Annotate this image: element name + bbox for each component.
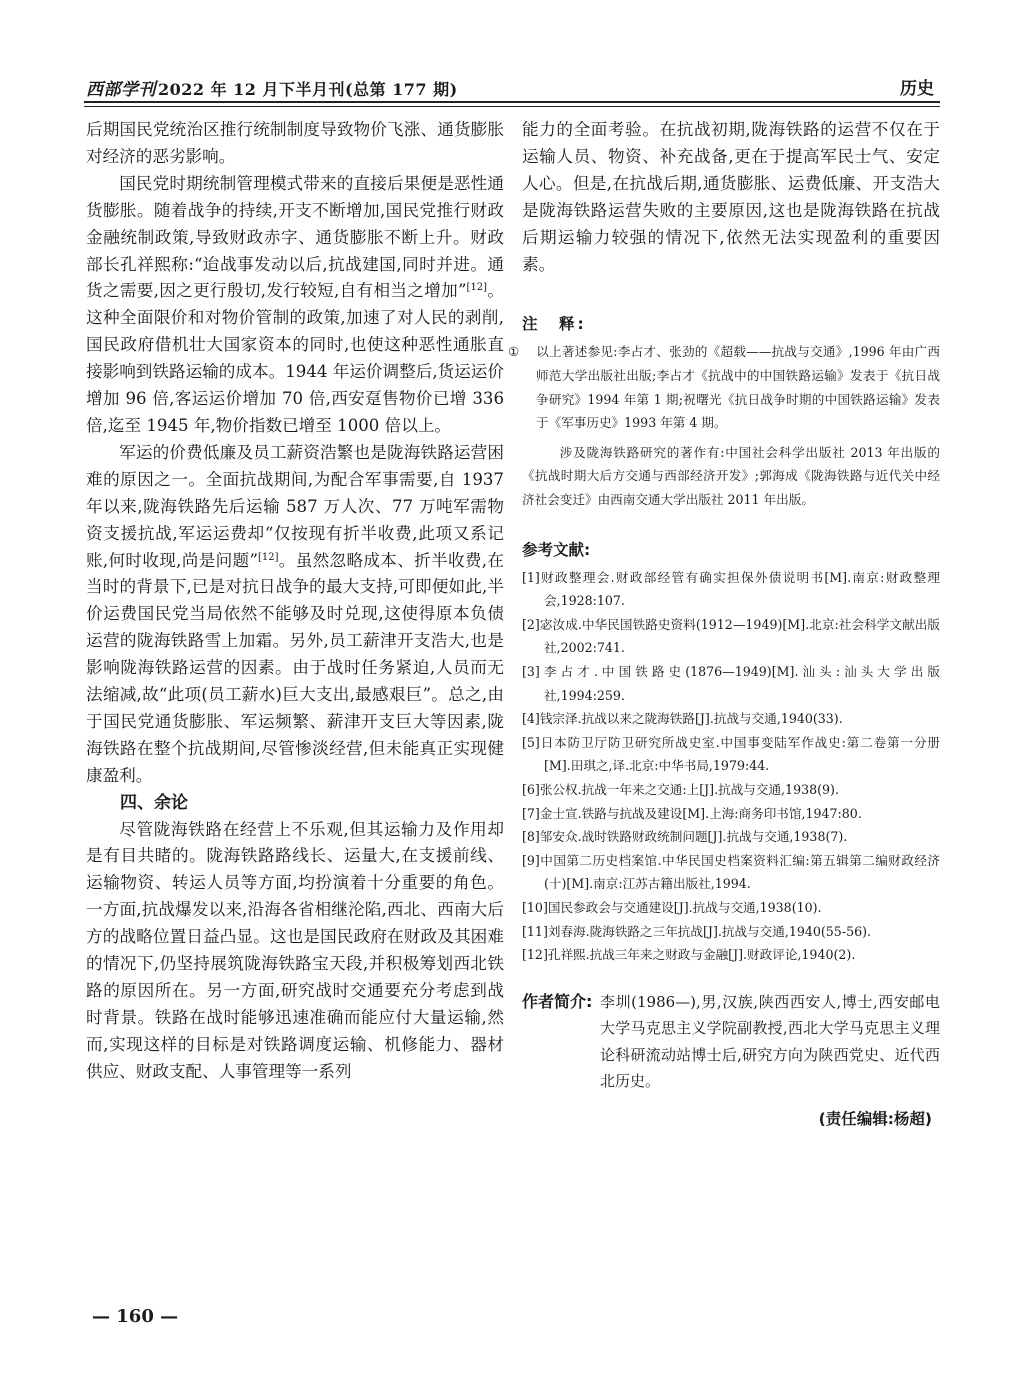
note-item: 涉及陇海铁路研究的著作有:中国社会科学出版社 2013 年出版的《抗战时期大后方交通与西部经济开发》;郭海成《陇海铁路与近代关中经济社会变迁》由西南交通大学出版社 2011 年出版。 [522,444,940,507]
paragraph-text: 国民党时期统制管理模式带来的直接后果便是恶性通货膨胀。随着战争的持续,开支不断增加,国民党推行财政金融统制政策,导致财政赤字、通货膨胀不断上升。财政部长孔祥熙称:“迨战事发动以后,抗战建国,同时并进。通货之需要,因之更行殷切,发行较短,自有相当之增加” [86,173,504,301]
paragraph-text: 。虽然忽略成本、折半收费,在当时的背景下,已是对抗日战争的最大支持,可即便如此,半价运费国民党当局依然不能够及时兑现,这使得原本负债运营的陇海铁路雪上加霜。另外,员工薪津开支浩大,也是影响陇海铁路运营的因素。由于战时任务紧迫,人员而无法缩减,故“此项(员工薪水)巨大支出,最感艰巨”。总之,由于国民党通货膨胀、军运频繁、薪津开支巨大等因素,陇海铁路在整个抗战期间,尽管惨淡经营,但未能真正实现健康盈利。 [86,550,504,785]
reference-item: [1]财政整理会.财政部经管有确实担保外债说明书[M].南京:财政整理会,1928:107. [522,569,940,609]
reference-item: [2]宓汝成.中华民国铁路史资料(1912—1949)[M].北京:社会科学文献出版社,2002:741. [522,616,940,656]
reference-item: [5]日本防卫厅防卫研究所战史室.中国事变陆军作战史:第二卷第一分册[M].田琪之,译.北京:中华书局,1979:44. [522,734,940,774]
citation-ref: [12] [257,551,279,563]
page-number: — 160 — [92,1306,179,1327]
reference-item: [10]国民参政会与交通建设[J].抗战与交通,1938(10). [522,899,822,915]
reference-item: [3]李占才.中国铁路史(1876—1949)[M].汕头:汕头大学出版社,1994:259. [522,663,940,703]
references-list [522,566,940,967]
author-text: 李圳(1986—),男,汉族,陕西西安人,博士,西安邮电大学马克思主义学院副教授,西北大学马克思主义理论科研流动站博士后,研究方向为陕西党史、近代西北历史。 [600,992,940,1091]
section-heading: 四、余论 [120,792,188,813]
editor-credit: (责任编辑:杨超) [818,1109,932,1128]
reference-item: [11]刘春海.陇海铁路之三年抗战[J].抗战与交通,1940(55-56). [522,923,872,939]
citation-ref: [12] [466,282,488,294]
journal-issue [86,75,458,100]
body-paragraph: 后期国民党统治区推行统制制度导致物价飞涨、通货膨胀对经济的恶劣影响。 [86,120,504,166]
body-paragraph: 能力的全面考验。在抗战初期,陇海铁路的运营不仅在于运输人员、物资、补充战备,更在于提高军民士气、安定人心。但是,在抗战后期,通货膨胀、运费低廉、开支浩大是陇海铁路运营失败的主要原因,这也是陇海铁路在抗战后期运输力较强的情况下,依然无法实现盈利的重要因素。 [522,120,940,274]
journal-logo: 西部学刊 [86,80,156,100]
right-column [508,117,940,1129]
body-paragraph [86,171,504,440]
paragraph-text: 军运的价费低廉及员工薪资浩繁也是陇海铁路运营困难的原因之一。全面抗战期间,为配合军事需要,自 1937 年以来,陇海铁路先后运输 587 万人次、77 万吨军需物资支援抗战,军运运费却“仅按现有折半收费,此项又系记账,何时收现,尚是问题” [86,442,504,570]
reference-item: [7]金士宣.铁路与抗战及建设[M].上海:商务印书馆,1947:80. [522,805,862,821]
body-paragraph [86,440,504,790]
header-rule [84,101,940,107]
running-header [86,71,938,99]
paragraph-text: 。这种全面限价和对物价管制的政策,加速了对人民的剥削,国民政府借机壮大国家资本的同时,也使这种恶性通胀直接影响到铁路运输的成本。1944 年运价调整后,货运运价增加 96 倍,客运运价增加 70 倍,西安趸售物价已增 336 倍,迄至 1945 年,物价指数已增至 1000 倍以上。 [86,281,504,435]
note-number: ① [508,344,520,360]
issue-label: 2022 年 12 月下半月刊(总第 177 期) [158,80,458,99]
left-column [86,117,504,1086]
notes-heading: 注 释: [522,315,587,334]
reference-item: [8]邹安众.战时铁路财政统制问题[J].抗战与交通,1938(7). [522,829,848,845]
reference-item: [9]中国第二历史档案馆.中华民国史档案资料汇编:第五辑第二编财政经济(十)[M].南京:江苏古籍出版社,1994. [522,852,940,892]
author-bio [522,989,940,1095]
reference-item: [6]张公权.抗战一年来之交通:上[J].抗战与交通,1938(9). [522,781,839,797]
reference-item: [4]钱宗泽.抗战以来之陇海铁路[J].抗战与交通,1940(33). [522,711,843,727]
section-label: 历史 [900,79,934,99]
references-heading: 参考文献: [522,540,591,559]
author-label: 作者简介: [522,991,593,1011]
note-item [508,340,940,434]
note-text: 以上著述参见:李占才、张劲的《超载——抗战与交通》,1996 年由广西师范大学出版社出版;李占才《抗战中的中国铁路运输》发表于《抗日战争研究》1994 年第 1 期;祝曙光《抗日战争时期的中国铁路运输》发表于《军事历史》1993 年第 4 期。 [536,344,940,431]
body-paragraph: 尽管陇海铁路在经营上不乐观,但其运输力及作用却是有目共睹的。陇海铁路路线长、运量大,在支援前线、运输物资、转运人员等方面,均扮演着十分重要的角色。一方面,抗战爆发以来,沿海各省相继沦陷,西北、西南大后方的战略位置日益凸显。这也是国民政府在财政及其困难的情况下,仍坚持展筑陇海铁路宝天段,并积极筹划西北铁路的原因所在。另一方面,研究战时交通要充分考虑到战时背景。铁路在战时能够迅速准确而能应付大量运输,然而,实现这样的目标是对铁路调度运输、机修能力、器材供应、财政支配、人事管理等一系列 [86,819,504,1081]
reference-item: [12]孔祥熙.抗战三年来之财政与金融[J].财政评论,1940(2). [522,947,856,963]
